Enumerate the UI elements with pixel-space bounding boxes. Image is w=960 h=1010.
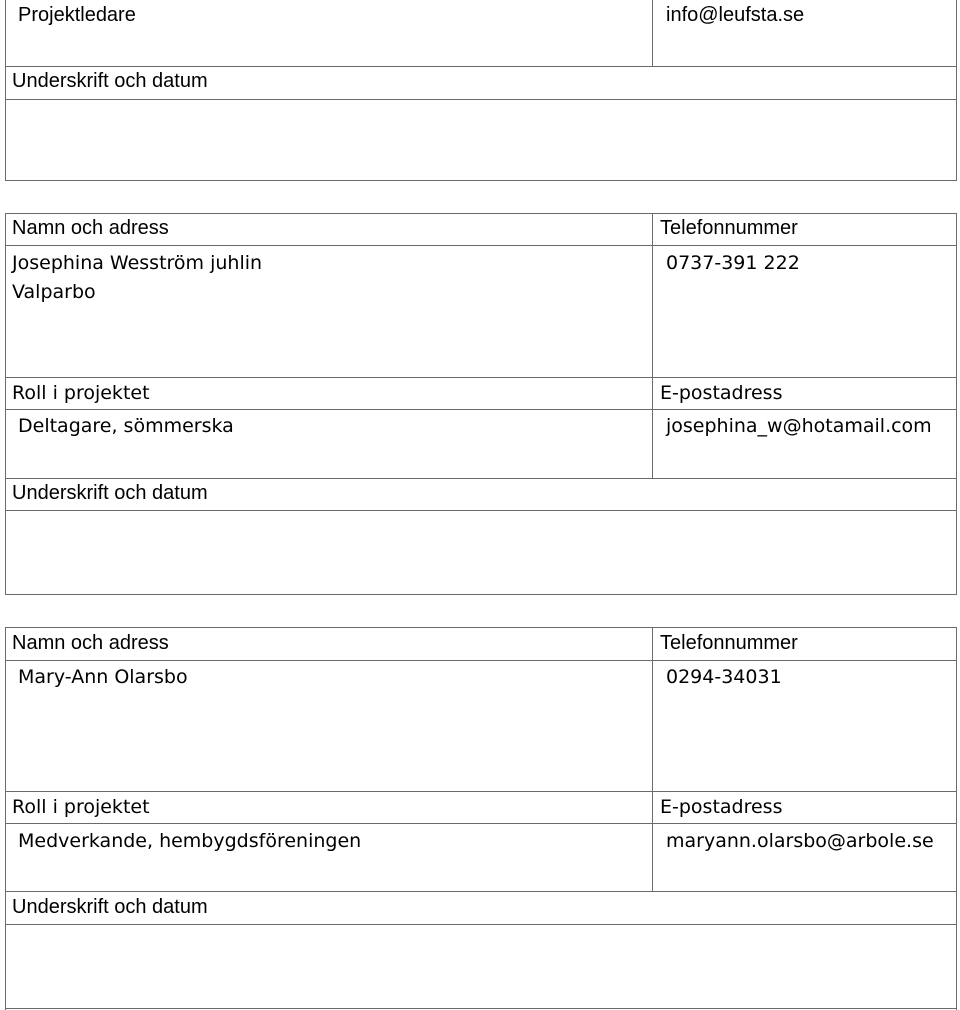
table-border xyxy=(5,594,957,595)
table-border xyxy=(5,891,957,892)
table-border xyxy=(5,660,957,661)
address-value: Valparbo xyxy=(12,281,96,303)
table-border xyxy=(5,377,957,378)
role-label: Roll i projektet xyxy=(12,796,150,818)
table-border xyxy=(5,627,957,628)
email-label: E-postadress xyxy=(660,796,783,818)
name-address-label: Namn och adress xyxy=(12,632,169,654)
email-value: maryann.olarsbo@arbole.se xyxy=(666,830,934,852)
email-label: E-postadress xyxy=(660,382,783,404)
table-border xyxy=(652,213,653,478)
name-value: Josephina Wesström juhlin xyxy=(12,252,263,274)
role-label: Roll i projektet xyxy=(12,382,150,404)
role-value: Deltagare, sömmerska xyxy=(18,415,234,437)
signature-field[interactable] xyxy=(6,100,956,180)
table-border xyxy=(652,627,653,892)
table-border xyxy=(956,627,957,1010)
phone-value: 0737-391 222 xyxy=(666,252,800,274)
phone-label: Telefonnummer xyxy=(660,632,798,654)
table-border xyxy=(5,823,957,824)
signature-field[interactable] xyxy=(6,511,956,594)
table-border xyxy=(956,0,957,180)
top-email-value: info@leufsta.se xyxy=(666,4,805,26)
table-border xyxy=(5,213,957,214)
table-border xyxy=(956,213,957,595)
table-border xyxy=(5,66,957,67)
phone-value: 0294-34031 xyxy=(666,666,782,688)
name-address-label: Namn och adress xyxy=(12,217,169,239)
email-value: josephina_w@hotamail.com xyxy=(666,415,932,437)
table-border xyxy=(5,478,957,479)
signature-label: Underskrift och datum xyxy=(12,482,208,504)
signature-label: Underskrift och datum xyxy=(12,896,208,918)
table-border xyxy=(5,791,957,792)
table-border xyxy=(5,1008,957,1009)
table-border xyxy=(5,245,957,246)
table-border xyxy=(5,180,957,181)
role-value: Medverkande, hembygdsföreningen xyxy=(18,830,362,852)
table-border xyxy=(5,409,957,410)
signature-label: Underskrift och datum xyxy=(12,70,208,92)
top-role-label: Projektledare xyxy=(18,4,136,26)
phone-label: Telefonnummer xyxy=(660,217,798,239)
table-border xyxy=(652,0,653,66)
signature-field[interactable] xyxy=(6,925,956,1008)
name-value: Mary-Ann Olarsbo xyxy=(18,666,188,688)
